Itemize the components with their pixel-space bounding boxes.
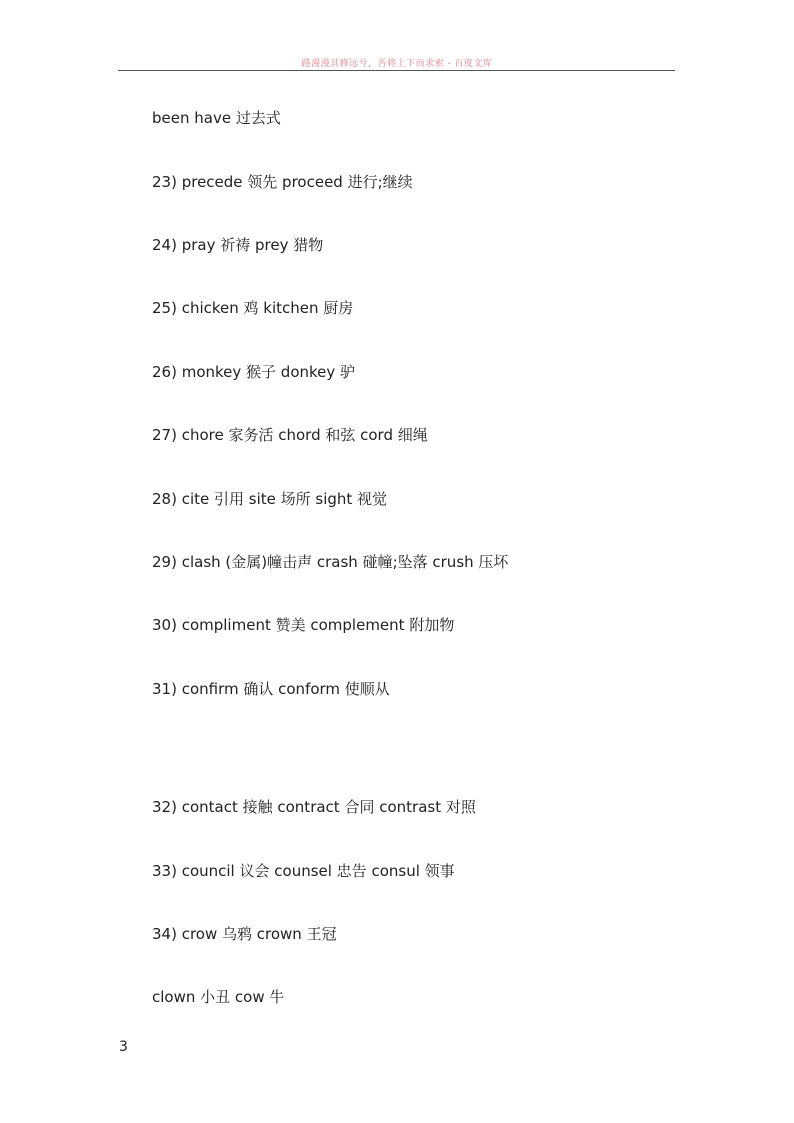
page-header: 路漫漫其修远兮，吾将上下而求索 - 百度文库: [301, 59, 493, 69]
vocab-line: 24) pray 祈祷 prey 猎物: [152, 236, 324, 254]
vocab-line: 32) contact 接触 contract 合同 contrast 对照: [152, 798, 476, 816]
vocab-line: 28) cite 引用 site 场所 sight 视觉: [152, 490, 388, 508]
page-number: 3: [119, 1039, 128, 1055]
vocab-line: 25) chicken 鸡 kitchen 厨房: [152, 299, 354, 317]
vocab-line: been have 过去式: [152, 109, 281, 127]
vocab-line: 30) compliment 赞美 complement 附加物: [152, 616, 455, 634]
vocab-line: 27) chore 家务活 chord 和弦 cord 细绳: [152, 426, 428, 444]
vocab-line: clown 小丑 cow 牛: [152, 988, 285, 1006]
vocab-line: 33) council 议会 counsel 忠告 consul 领事: [152, 862, 455, 880]
vocab-line: 23) precede 领先 proceed 进行;继续: [152, 173, 413, 191]
vocab-line: 29) clash (金属)幢击声 crash 碰幢;坠落 crush 压坏: [152, 553, 509, 571]
vocab-line: 26) monkey 猴子 donkey 驴: [152, 363, 356, 381]
vocab-line: 31) confirm 确认 conform 使顺从: [152, 680, 390, 698]
vocab-line: 34) crow 乌鸦 crown 王冠: [152, 925, 337, 943]
